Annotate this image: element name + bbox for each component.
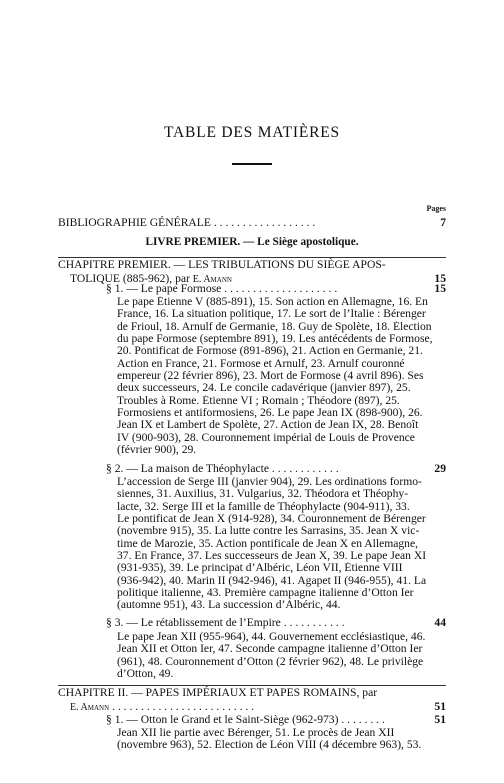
summary-line: siennes, 31. Auxilius, 31. Vulgarius, 32. Théodora et Théophy- [117, 488, 409, 501]
leader-dots: . . . . . . . . . . . . . . . . . . . . . . . . . [109, 700, 255, 713]
summary-line: Action en France, 21. Formose et Arnulf, 23. Arnulf couronné [117, 357, 405, 370]
summary-line: Jean XII et Otton Ier, 47. Seconde campagne italienne d’Otton Ier [117, 643, 423, 656]
section-3-summary [117, 631, 444, 680]
section-2-heading [106, 462, 446, 476]
entry-bibliographie [58, 216, 446, 230]
pages-header: Pages [426, 204, 446, 213]
leader-dots: . . . . . . . . . . . . . . . . . . . . [221, 282, 338, 295]
page-number: 7 [440, 216, 446, 229]
section-label: § 1. — Le pape Formose [106, 282, 222, 295]
summary-line: Le pontificat de Jean X (914-928), 34. Couronnement de Bérenger [117, 513, 426, 526]
leader-dots: . . . . . . . . . . . [280, 616, 345, 629]
summary-line: Le pape Jean XII (955-964), 44. Gouvernement ecclésiastique, 46. [117, 631, 426, 643]
title-rule [232, 163, 272, 165]
summary-line: time de Marozie, 35. Action pontificale de Jean X en Allemagne, [117, 537, 419, 550]
summary-line: 20. Pontificat de Formose (891-896), 21. Action en Germanie, 21. [117, 345, 423, 358]
summary-line: Jean IX et Lambert de Spolète, 27. Action de Jean IX, 28. Benoît [117, 419, 419, 432]
summary-line: 37. En France, 37. Les successeurs de Jean X, 39. Le pape Jean XI [117, 550, 427, 563]
summary-line: (931-935), 39. Le principat d’Albéric, Léon VII, Étienne VIII [117, 562, 403, 575]
entry-label: BIBLIOGRAPHIE GÉNÉRALE [58, 216, 211, 229]
summary-line: (961), 48. Couronnement d’Otton (2 février 962), 48. Le privilège [117, 655, 424, 668]
chapter-1-page: 15 [434, 272, 446, 285]
chapter-2-section-1-summary [117, 727, 444, 752]
leader-dots: . . . . . . . . [338, 713, 385, 726]
summary-line: Jean XII lie partie avec Bérenger, 51. Le procès de Jean XII [117, 727, 395, 739]
page-number: 29 [434, 462, 446, 475]
section-1-summary [117, 296, 444, 456]
summary-line: (936-942), 40. Marin II (942-946), 41. Agapet II (946-955), 41. La [117, 574, 427, 587]
summary-line: (novembre 915), 35. La lutte contre les Sarrasins, 35. Jean X vic- [117, 525, 420, 538]
summary-line: (automne 951), 43. La succession d’Albéric, 44. [117, 599, 341, 612]
summary-line: France, 16. La situation politique, 17. Le sort de l’Italie : Bérenger [117, 308, 426, 321]
leader-dots: . . . . . . . . . . . . [269, 462, 339, 475]
summary-line: Troubles à Rome. Étienne VI ; Romain ; Théodore (897), 25. [117, 394, 400, 407]
book-heading: LIVRE PREMIER. — Le Siège apostolique. [145, 236, 359, 248]
summary-line: Formosiens et antiformosiens, 26. Le pape Jean IX (898-900), 26. [117, 407, 423, 420]
summary-line: (février 900), 29. [117, 444, 197, 457]
chapter-1-author: E. Amann [192, 274, 232, 285]
section-2-summary [117, 476, 444, 612]
leader-dots: . . . . . . . . . . . . . . . . . . [210, 216, 316, 229]
summary-line: (novembre 963), 52. Élection de Léon VIII (4 décembre 963), 53. [117, 739, 422, 752]
summary-line: Le pape Étienne V (885-891), 15. Son action en Allemagne, 16. En [117, 296, 428, 308]
chapter-2-title-line1: CHAPITRE II. — PAPES IMPÉRIAUX ET PAPES ROMAINS, par [58, 686, 378, 699]
summary-line: du pape Formose (septembre 891), 19. Les antécédents de Formose, [117, 333, 433, 346]
chapter-2-heading [58, 686, 446, 715]
section-1-heading [106, 282, 446, 296]
page-number: 15 [434, 282, 446, 295]
summary-line: deux successeurs, 24. Le concile cadavérique (janvier 897), 25. [117, 382, 411, 395]
chapter-2-author: E. Amann [70, 702, 110, 713]
summary-line: IV (900-903), 28. Couronnement impérial de Louis de Provence [117, 431, 415, 444]
page-title: TABLE DES MATIÈRES [164, 124, 340, 141]
summary-line: empereur (22 février 896), 23. Mort de Formose (4 avril 896). Ses [117, 370, 424, 383]
section-label: § 2. — La maison de Théophylacte [106, 462, 270, 475]
chapter-2-page: 51 [434, 700, 446, 713]
summary-line: de Frioul, 18. Arnulf de Germanie, 18. Guy de Spolète, 18. Élection [117, 320, 432, 333]
section-label: § 1. — Otton le Grand et le Saint-Siège (962-973) [106, 713, 339, 726]
page-number: 51 [434, 713, 446, 726]
section-label: § 3. — Le rétablissement de l’Empire [106, 616, 281, 629]
summary-line: d’Otton, 49. [117, 668, 174, 681]
summary-line: lacte, 32. Serge III et la famille de Théophylacte (904-911), 33. [117, 500, 410, 513]
summary-line: politique italienne, 43. Première campagne italienne d’Otton Ier [117, 587, 414, 600]
page-number: 44 [434, 616, 446, 629]
section-3-heading [106, 616, 446, 630]
chapter-1-title-line1: CHAPITRE PREMIER. — LES TRIBULATIONS DU SIÈGE APOS- [58, 258, 386, 271]
summary-line: L’accession de Serge III (janvier 904), 29. Les ordinations formo- [117, 476, 422, 488]
chapter-2-section-1-heading [106, 713, 446, 727]
chapter-1-title-line2-text: TOLIQUE (885-962), par [70, 272, 193, 285]
